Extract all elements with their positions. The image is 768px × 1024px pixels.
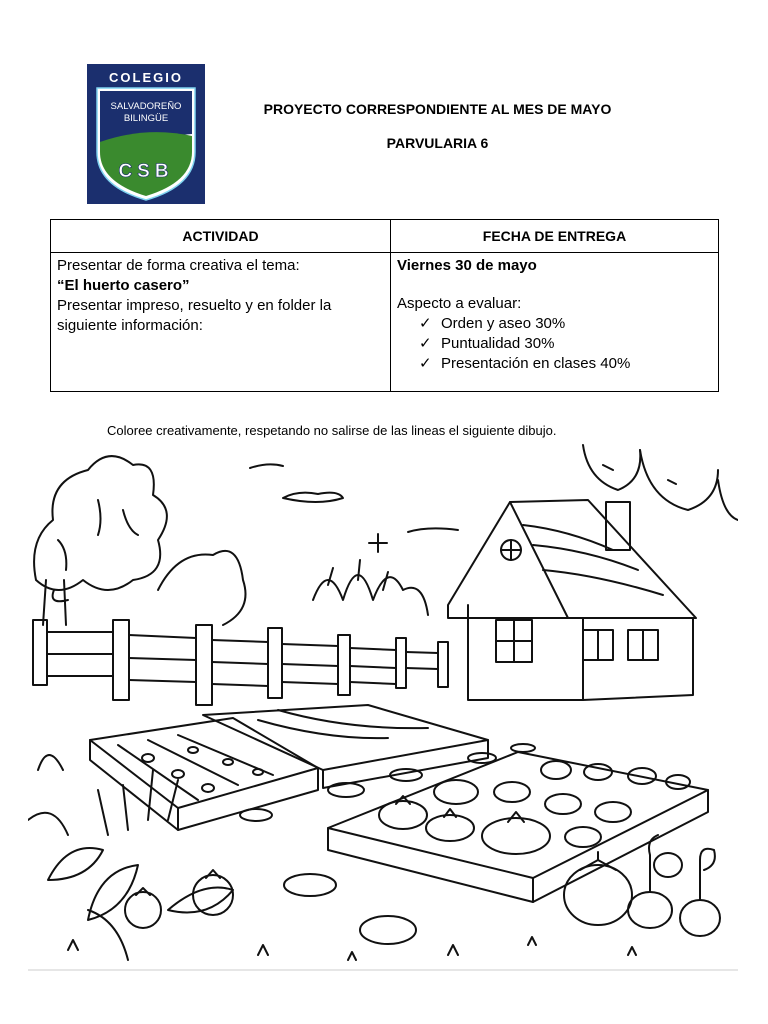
due-date-column-header: FECHA DE ENTREGA: [391, 220, 719, 253]
grade-subtitle: PARVULARIA 6: [386, 135, 489, 151]
tree-left: [34, 456, 167, 625]
criteria-item: ✓ Presentación en clases 40%: [419, 355, 631, 372]
criteria-label: Aspecto a evaluar:: [397, 295, 522, 312]
due-cell: [391, 253, 719, 392]
logo-initials: CSB: [118, 161, 174, 182]
logo-name-line2: BILINGÜE: [123, 113, 169, 124]
logo-top-text: COLEGIO: [109, 70, 183, 85]
wooden-fence: [33, 620, 448, 705]
criteria-list: [397, 314, 712, 374]
activity-line1: Presentar de forma creativa el tema:: [57, 257, 300, 274]
sparkle-icon: [369, 534, 387, 552]
due-date: Viernes 30 de mayo: [397, 257, 537, 274]
checkmark-icon: ✓: [419, 355, 432, 372]
garden-coloring-illustration: [28, 440, 738, 980]
logo-name-line1: SALVADOREÑO: [110, 101, 182, 112]
page-title: PROYECTO CORRESPONDIENTE AL MES DE MAYO: [263, 101, 612, 117]
activity-line3: siguiente información:: [57, 317, 203, 334]
house: [448, 500, 696, 700]
activity-column-header: ACTIVIDAD: [51, 220, 391, 253]
raised-bed-middle: [203, 705, 488, 788]
coloring-instruction: Coloree creativamente, respetando no salirse de las lineas el siguiente dibujo.: [107, 423, 557, 438]
criteria-item: ✓ Puntualidad 30%: [419, 335, 555, 352]
activity-cell: [51, 253, 391, 392]
raised-bed-left: [90, 718, 318, 830]
project-table: [50, 219, 719, 392]
checkmark-icon: ✓: [419, 315, 432, 332]
school-logo: [87, 64, 205, 204]
criteria-item: ✓ Orden y aseo 30%: [419, 315, 566, 332]
activity-line2: Presentar impreso, resuelto y en folder la: [57, 297, 332, 314]
activity-topic: “El huerto casero”: [57, 277, 190, 294]
checkmark-icon: ✓: [419, 335, 432, 352]
